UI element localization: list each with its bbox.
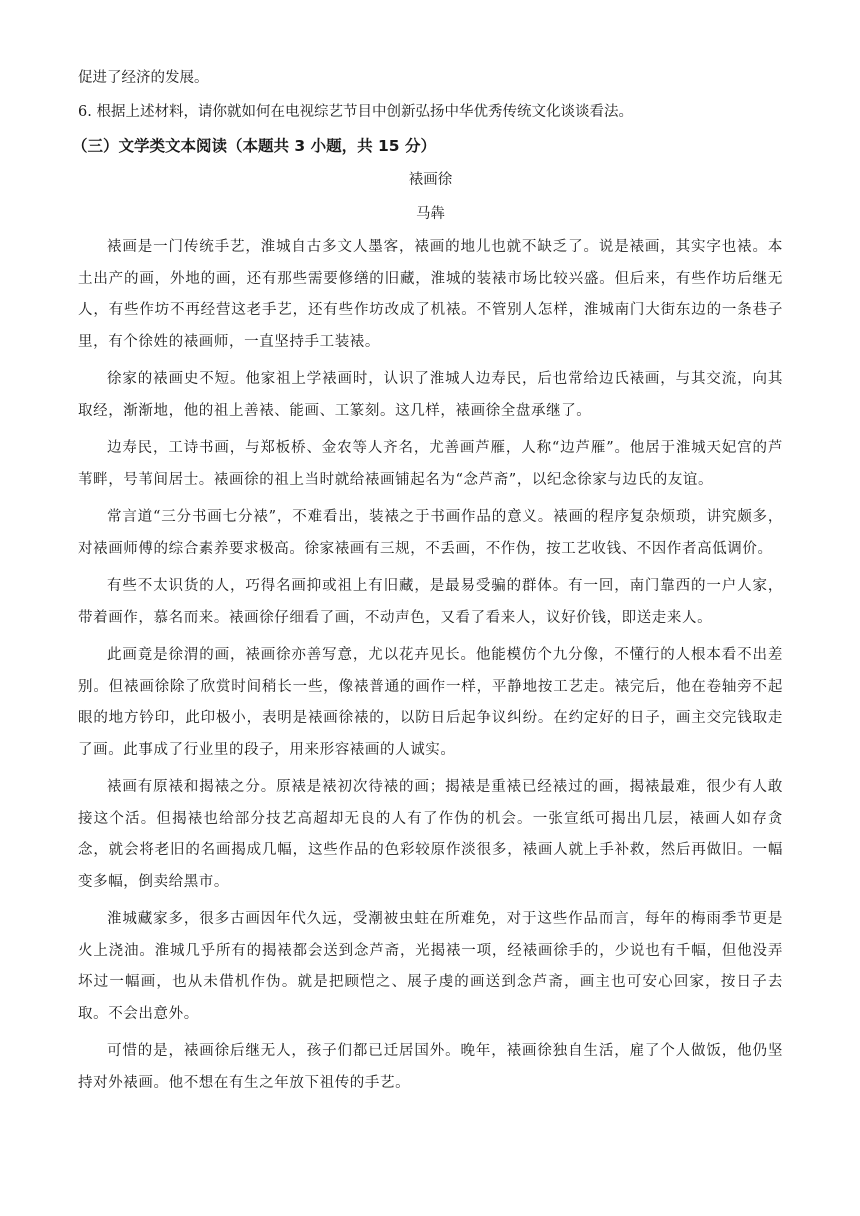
story-paragraph: 常言道“三分书画七分裱”，不难看出，装裱之于书画作品的意义。裱画的程序复杂烦琐，讲究颇多，对裱画师傅的综合素养要求极高。徐家裱画有三规，不丢画，不作伪，按工艺收钱、不因作者高低调价。 bbox=[78, 509, 783, 557]
story-paragraph: 可惜的是，裱画徐后继无人，孩子们都已迁居国外。晚年，裱画徐独自生活，雇了个人做饭，他仍坚持对外裱画。他不想在有生之年放下祖传的手艺。 bbox=[78, 1043, 783, 1091]
story-paragraph: 此画竟是徐渭的画，裱画徐亦善写意，尤以花卉见长。他能模仿个九分像，不懂行的人根本看不出差别。但裱画徐除了欣赏时间稍长一些，像裱普通的画作一样，平静地按工艺走。裱完后，他在卷轴旁不起眼的地方钤印，此印极小，表明是裱画徐裱的，以防日后起争议纠纷。在约定好的日子，画主交完钱取走了画。此事成了行业里的段子，用来形容裱画的人诚实。 bbox=[78, 647, 783, 758]
page-content bbox=[72, 66, 783, 1103]
story-paragraph: 裱画有原裱和揭裱之分。原裱是裱初次待裱的画；揭裱是重裱已经裱过的画，揭裱最难，很少有人敢接这个活。但揭裱也给部分技艺高超却无良的人有了作伪的机会。一张宣纸可揭出几层，裱画人如存贪念，就会将老旧的名画揭成几幅，这些作品的色彩较原作淡很多，裱画人就上手补救，然后再做旧。一幅变多幅，倒卖给黑市。 bbox=[78, 779, 783, 890]
story-author: 马犇 bbox=[416, 206, 445, 222]
story-paragraph: 有些不太识货的人，巧得名画抑或祖上有旧藏，是最易受骗的群体。有一回，南门靠西的一户人家，带着画作，慕名而来。裱画徐仔细看了画，不动声色，又看了看来人，议好价钱，即送走来人。 bbox=[78, 578, 783, 626]
preceding-text: 促进了经济的发展。 bbox=[78, 70, 209, 86]
question-6: 6. 根据上述材料，请你就如何在电视综艺节目中创新弘扬中华优秀传统文化谈谈看法。 bbox=[78, 104, 633, 120]
story-paragraph: 徐家的裱画史不短。他家祖上学裱画时，认识了淮城人边寿民，后也常给边氏裱画，与其交流，向其取经，渐渐地，他的祖上善裱、能画、工篆刻。这几样，裱画徐全盘承继了。 bbox=[78, 371, 783, 419]
story-paragraph: 裱画是一门传统手艺，淮城自古多文人墨客，裱画的地儿也就不缺乏了。说是裱画，其实字也裱。本土出产的画，外地的画，还有那些需要修缮的旧藏，淮城的装裱市场比较兴盛。但后来，有些作坊后继无人，有些作坊不再经营这老手艺，还有些作坊改成了机裱。不管别人怎样，淮城南门大街东边的一条巷子里，有个徐姓的裱画师，一直坚持手工装裱。 bbox=[78, 239, 783, 350]
story-title: 裱画徐 bbox=[408, 172, 453, 188]
story-paragraph: 淮城藏家多，很多古画因年代久远，受潮被虫蛀在所难免，对于这些作品而言，每年的梅雨季节更是火上浇油。淮城几乎所有的揭裱都会送到念芦斋，光揭裱一项，经裱画徐手的，少说也有千幅，但他没弄坏过一幅画，也从未借机作伪。就是把顾恺之、展子虔的画送到念芦斋，画主也可安心回家，按日子去取。不会出意外。 bbox=[78, 911, 783, 1022]
story-paragraph: 边寿民，工诗书画，与郑板桥、金农等人齐名，尤善画芦雁，人称“边芦雁”。他居于淮城天妃宫的芦苇畔，号苇间居士。裱画徐的祖上当时就给裱画铺起名为“念芦斋”，以纪念徐家与边氏的友谊。 bbox=[78, 440, 783, 488]
section-heading: （三）文学类文本阅读（本题共 3 小题，共 15 分） bbox=[72, 137, 436, 155]
